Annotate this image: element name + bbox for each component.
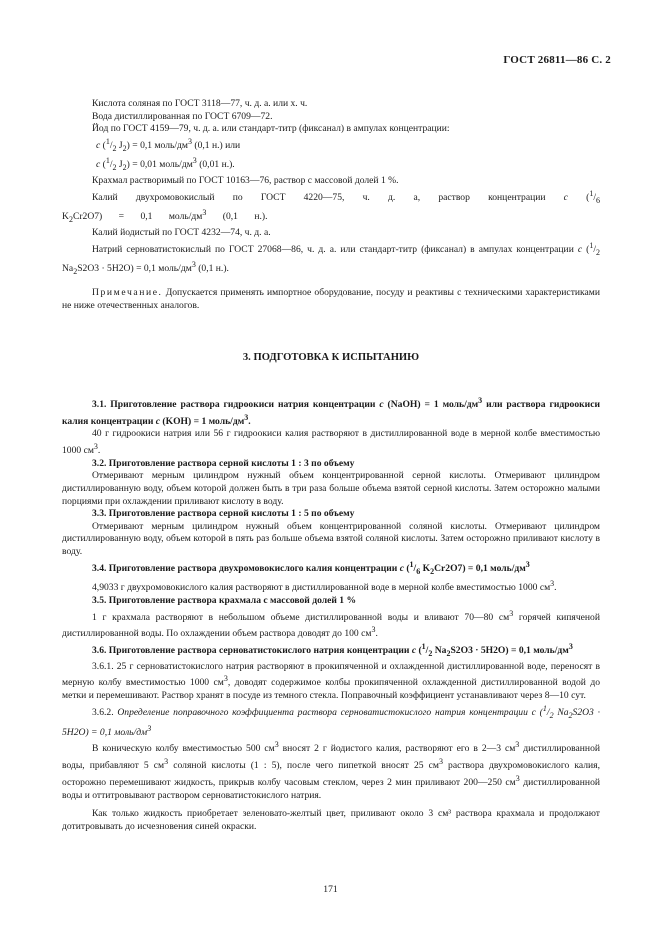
reagent-item: Крахмал растворимый по ГОСТ 10163—76, раствор с массовой долей 1 %. xyxy=(92,175,399,187)
subsection-text: Отмеривают мерным цилиндром нужный объем концентрированной серной кислоты. Отмеривают цилиндром дистиллированную воду, объем которой должен быть в три раза больше объема взятой серной кислоты. Затем осторожно малыми порциями при охлаждении приливают кислоту в воду. xyxy=(62,470,600,507)
subsection-heading: 3.4. Приготовление раствора двухромовокислого калия концентрации c ($^1/_6$ $K_2Cr2O7) = 0,1$ моль/$дм^3$ xyxy=(92,559,530,576)
subsection-text: В коническую колбу вместимостью 500 $см^3$ вносят 2 г йодистого калия, растворяют его в 2—3 $см^3$ дистиллированной воды, прибавляют 5 $см^3$ соляной кислоты (1 : 5), после чего пипеткой вносят 25 $см^3$ раствора двухромовокислого калия, осторожно перемешивают жидкость, прикрыв колбу часовым стеклом, через 2 мин приливают 200—250 $см^3$ дистиллированной воды и оттитровывают раствором серноватистокислого натрия. xyxy=(62,740,601,801)
subsection-heading: 3.1. Приготовление раствора гидроокиси натрия концентрации c (NaOH) = 1 моль/$дм^3$ или раствора гидроокиси калия концентрации c (KOH) = 1 моль/$дм^3$. xyxy=(62,395,600,427)
reagent-item: Натрий серноватистокислый по ГОСТ 27068—86, ч. д. а. или стандарт-титр (фиксанал) в ампулах концентрации c ($^1/_2$ $Na_2S2O3 \cdot 5H2O) = 0,1$ моль/$дм^3$ (0,1 н.). xyxy=(62,240,600,277)
subsection-text-italic: 3.6.2. Определение поправочного коэффициента раствора серноватистокислого натрия концентрации c ($^1/_2$ $Na_2S2O3 \cdot 5H2O) = 0,1$ моль/$дм^3$ xyxy=(62,703,601,738)
reagent-item: c ($^1/_2$ $J_2) = 0,01$ моль/$дм^3$ (0,01 н.). xyxy=(96,156,235,173)
note-text: Допускается применять импортное оборудование, посуду и реактивы с техническими характеристиками не ниже отечественных аналогов. xyxy=(62,287,600,311)
reagent-item: Калий двухромовокислый по ГОСТ 4220—75, ч. д. а, раствор концентрации c ($^1/_6$ $K_2Cr2O7) = 0,1$ моль/$дм^3$ (0,1 н.). xyxy=(62,188,600,225)
reagent-item: c ($^1/_2$ $J_2) = 0,1$ моль/$дм^3$ (0,1 н.) или xyxy=(96,136,241,153)
subsection-heading: 3.5. Приготовление раствора крахмала с массовой долей 1 % xyxy=(92,595,357,607)
subsection-text: 4,9033 г двухромовокислого калия растворяют в дистиллированной воде в мерной колбе вместимостью 1000 $см^3$. xyxy=(92,579,557,594)
section-title: 3. ПОДГОТОВКА К ИСПЫТАНИЮ xyxy=(242,352,420,364)
subsection-text: 3.6.1. 25 г серноватистокислого натрия растворяют в прокипяченной и охлажденной дистиллированной воде, переносят в мерную колбу вместимостью 1000 $см^3$, доводят содержимое колбы прокипяченной охлажденной дистиллированной водой до метки и перемешивают. Раствор хранят в посуде из темного стекла. Поправочный коэффициент устанавливают через 8—10 сут. xyxy=(62,660,600,702)
document-header: ГОСТ 26811—86 С. 2 xyxy=(503,54,611,66)
document-body xyxy=(62,98,600,833)
reagent-item: Вода дистиллированная по ГОСТ 6709—72. xyxy=(92,110,273,122)
subsection-heading: 3.2. Приготовление раствора серной кислоты 1 : 3 по объему xyxy=(92,457,355,469)
reagent-item: Калий йодистый по ГОСТ 4232—74, ч. д. а. xyxy=(92,227,271,239)
subsection-text: 40 г гидроокиси натрия или 56 г гидроокиси калия растворяют в дистиллированной воде в мерной колбе вместимостью 1000 $см^3$. xyxy=(62,428,600,457)
subsection-text: 1 г крахмала растворяют в небольшом объеме дистиллированной воды и вливают 70—80 $см^3$ горячей кипяченой дистиллированной воды. По охлаждении объем раствора доводят до 100 $см^3$. xyxy=(62,608,600,640)
reagent-item: Кислота соляная по ГОСТ 3118—77, ч. д. а. или х. ч. xyxy=(92,98,308,109)
reagent-item: Йод по ГОСТ 4159—79, ч. д. а. или стандарт-титр (фиксанал) в ампулах концентрации: xyxy=(92,123,450,135)
subsection-text: Отмеривают мерным цилиндром нужный объем концентрированной соляной кислоты. Отмеривают цилиндром дистиллированную воду, объем которой в пять раз больше объема взятой соляной кислоты. Затем осторожно приливают кислоту в воду. xyxy=(62,520,600,557)
page-number: 171 xyxy=(323,884,338,895)
note xyxy=(62,287,600,312)
subsection-heading: 3.6. Приготовление раствора серноватистокислого натрия концентрации c ($^1/_2$ $Na_2S2O3 \cdot 5H2O) = 0,1$ моль/$дм^3$ xyxy=(92,642,573,659)
note-label: Примечание. xyxy=(92,287,163,299)
subsection-text: Как только жидкость приобретает зеленовато-желтый цвет, приливают около 3 см³ раствора крахмала и продолжают дотитровывать до исчезновения синей окраски. xyxy=(62,808,600,832)
subsection-heading: 3.3. Приготовление раствора серной кислоты 1 : 5 по объему xyxy=(92,508,355,520)
